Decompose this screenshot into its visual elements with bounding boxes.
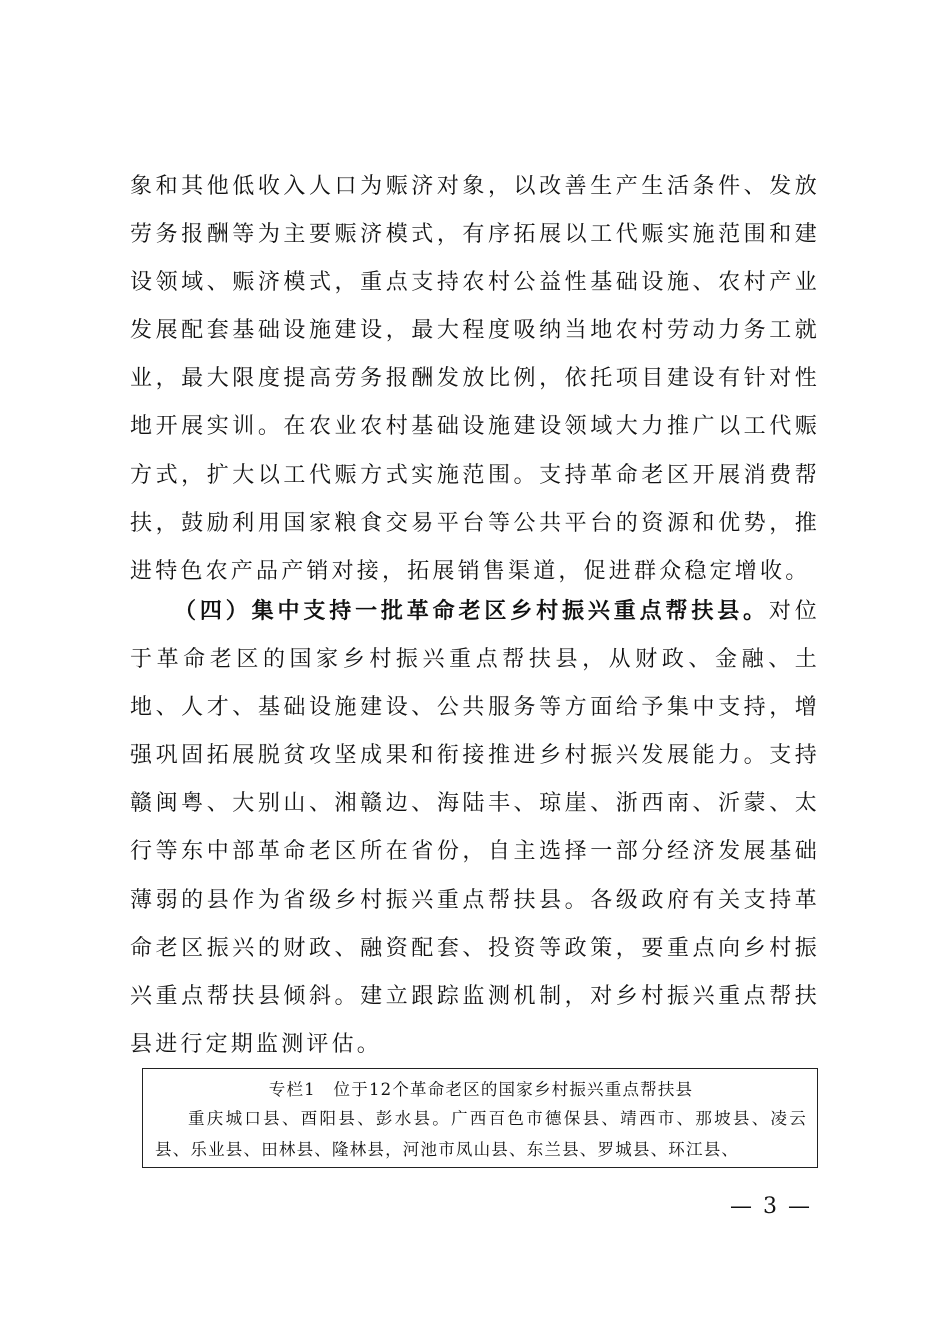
page-number: — 3 — [730,1194,812,1219]
column-box-title: 专栏1 位于12个革命老区的国家乡村振兴重点帮扶县 [268,1080,694,1099]
section-4-heading: （四）集中支持一批革命老区乡村振兴重点帮扶县。 [174,598,769,624]
column-box-body: 重庆城口县、酉阳县、彭水县。广西百色市德保县、靖西市、那坡县、凌云县、乐业县、田林县、隆林县，河池市凤山县、东兰县、罗城县、环江县、 [155,1109,807,1159]
section-4-body: 对位于革命老区的国家乡村振兴重点帮扶县，从财政、金融、土地、人才、基础设施建设、公共服务等方面给予集中支持，增强巩固拓展脱贫攻坚成果和衔接推进乡村振兴发展能力。支持赣闽粤、大别山、湘赣边、海陆丰、琼崖、浙西南、沂蒙、太行等东中部革命老区所在省份，自主选择一部分经济发展基础薄弱的县作为省级乡村振兴重点帮扶县。各级政府有关支持革命老区振兴的财政、融资配套、投资等政策，要重点向乡村振兴重点帮扶县倾斜。建立跟踪监测机制，对乡村振兴重点帮扶县进行定期监测评估。 [130,599,820,1057]
column-box-1 [142,1068,818,1168]
section-4-paragraph [130,587,820,1069]
paragraph-1: 象和其他低收入人口为赈济对象，以改善生产生活条件、发放劳务报酬等为主要赈济模式，有序拓展以工代赈实施范围和建设领域、赈济模式，重点支持农村公益性基础设施、农村产业发展配套基础设施建设，最大程度吸纳当地农村劳动力务工就业，最大限度提高劳务报酬发放比例，依托项目建设有针对性地开展实训。在农业农村基础设施建设领域大力推广以工代赈方式，扩大以工代赈方式实施范围。支持革命老区开展消费帮扶，鼓励利用国家粮食交易平台等公共平台的资源和优势，推进特色农产品产销对接，拓展销售渠道，促进群众稳定增收。 [130,174,820,584]
